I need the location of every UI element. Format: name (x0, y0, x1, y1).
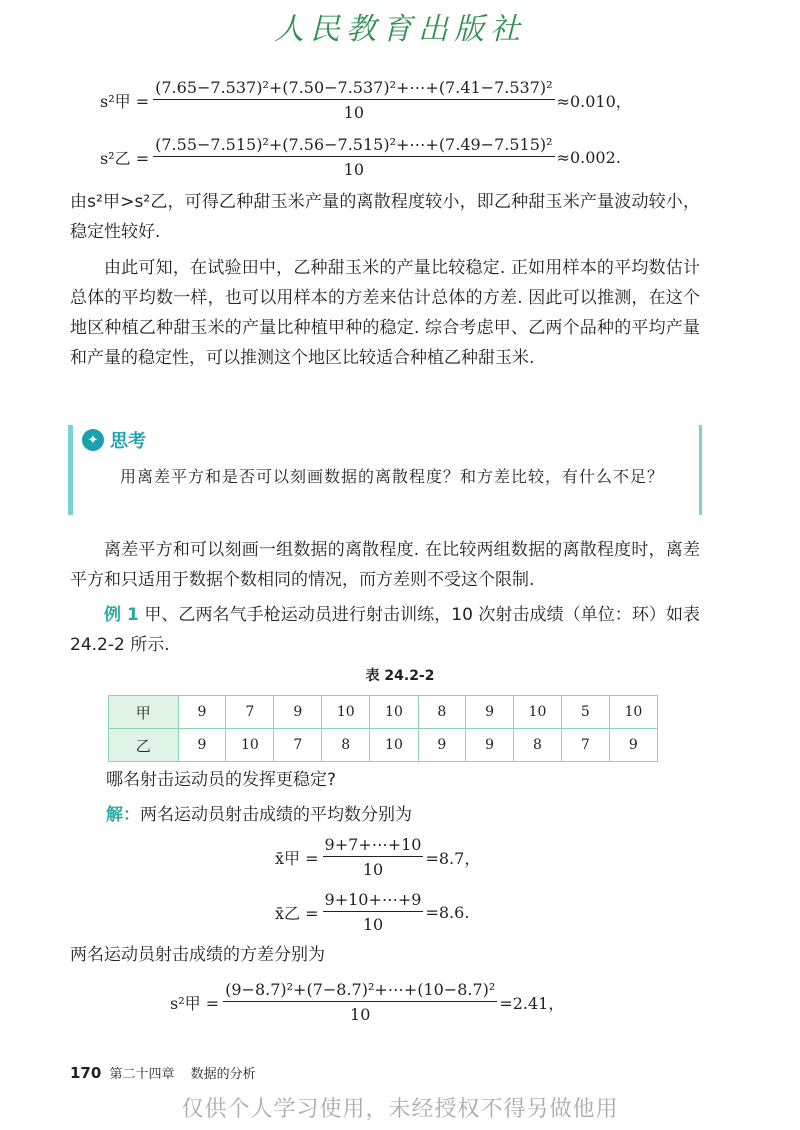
example-text: 甲、乙两名气手枪运动员进行射击训练，10 次射击成绩（单位：环）如表 24.2-2 所示. (70, 605, 701, 655)
equation-lhs: s²甲 = (100, 91, 150, 111)
table-cell: 10 (609, 696, 657, 729)
variance-equation-jia (100, 78, 632, 122)
variance-equation-yi (100, 135, 621, 179)
explanation-paragraph: 离差平方和可以刻画一组数据的离散程度. 在比较两组数据的离散程度时，离差平方和只适用于数据个数相同的情况，而方差则不受这个限制. (70, 540, 700, 590)
watermark: 仅供个人学习使用，未经授权不得另做他用 (181, 1097, 619, 1122)
think-heading (82, 427, 146, 453)
table-cell: 7 (226, 696, 274, 729)
lightbulb-icon: ✦ (82, 429, 104, 451)
equation-denominator: 10 (343, 103, 365, 122)
table-cell: 9 (274, 696, 322, 729)
equation-rhs: =8.7， (425, 848, 481, 868)
table-row (109, 729, 658, 762)
chapter-label: 第二十四章 (109, 1067, 175, 1082)
equation-lhs: s²乙 = (100, 148, 150, 168)
page-footer (70, 1063, 256, 1082)
table-cell: 5 (562, 696, 610, 729)
equation-lhs: s²甲 = (170, 993, 220, 1013)
table-cell: 10 (226, 729, 274, 762)
table-cell: 7 (274, 729, 322, 762)
publisher-logo: 人民教育出版社 (274, 12, 526, 47)
equation-rhs: ≈0.002. (556, 147, 621, 167)
example-label: 例 1 (104, 605, 139, 625)
solution-label: 解： (106, 805, 140, 825)
inference-paragraph: 由此可知，在试验田中，乙种甜玉米的产量比较稳定. 正如用样本的平均数估计总体的平均数一样，也可以用样本的方差来估计总体的方差. 因此可以推测，在这个地区种植乙种甜玉米的产量比种植甲种的稳定. 综合考虑甲、乙两个品种的平均产量和产量的稳定性，可以推测这个地区比较适合种植乙种甜玉米. (70, 258, 700, 368)
table-row (109, 696, 658, 729)
section-label: 数据的分析 (190, 1067, 256, 1082)
table-cell: 8 (418, 696, 466, 729)
row-header: 乙 (109, 729, 179, 762)
equation-denominator: 10 (362, 915, 384, 934)
table-caption: 表 24.2-2 (365, 668, 435, 684)
solution-text: 两名运动员射击成绩的平均数分别为 (140, 805, 412, 825)
equation-lhs: x̄甲 = (275, 848, 319, 868)
table-cell: 10 (322, 696, 370, 729)
page-number: 170 (70, 1064, 102, 1082)
conclusion-paragraph: 由s²甲>s²乙，可得乙种甜玉米产量的离散程度较小，即乙种甜玉米产量波动较小，稳定性较好. (70, 192, 700, 242)
equation-denominator: 10 (362, 860, 384, 879)
variance-equation-solution-jia (170, 980, 564, 1024)
table-cell: 10 (513, 696, 561, 729)
table-cell: 7 (562, 729, 610, 762)
table-cell: 8 (513, 729, 561, 762)
equation-numerator: (7.55−7.515)²+(7.56−7.515)²+⋯+(7.49−7.515)² (153, 135, 554, 157)
mean-equation-yi (275, 890, 469, 934)
table-cell: 9 (418, 729, 466, 762)
table-cell: 10 (370, 696, 418, 729)
think-text: 用离差平方和是否可以刻画数据的离散程度？和方差比较，有什么不足？ (120, 467, 665, 486)
example-paragraph (70, 600, 700, 660)
score-table (108, 695, 658, 762)
table-cell: 9 (178, 696, 226, 729)
table-cell: 10 (370, 729, 418, 762)
mean-equation-jia (275, 835, 480, 879)
equation-denominator: 10 (343, 160, 365, 179)
equation-numerator: (9−8.7)²+(7−8.7)²+⋯+(10−8.7)² (223, 980, 497, 1002)
row-header: 甲 (109, 696, 179, 729)
equation-numerator: 9+10+⋯+9 (323, 890, 424, 912)
equation-numerator: 9+7+⋯+10 (323, 835, 424, 857)
table-cell: 9 (466, 696, 514, 729)
equation-rhs: =2.41， (499, 993, 565, 1013)
equation-rhs: =8.6. (425, 902, 470, 922)
equation-rhs: ≈0.010， (556, 91, 632, 111)
equation-lhs: x̄乙 = (275, 903, 319, 923)
table-cell: 8 (322, 729, 370, 762)
table-cell: 9 (178, 729, 226, 762)
table-cell: 9 (609, 729, 657, 762)
think-title: 思考 (110, 431, 146, 452)
equation-denominator: 10 (350, 1005, 371, 1024)
variance-intro: 两名运动员射击成绩的方差分别为 (70, 945, 325, 965)
example-question: 哪名射击运动员的发挥更稳定? (106, 770, 337, 790)
table-cell: 9 (466, 729, 514, 762)
solution-intro (106, 800, 412, 830)
equation-numerator: (7.65−7.537)²+(7.50−7.537)²+⋯+(7.41−7.537)² (153, 78, 554, 100)
